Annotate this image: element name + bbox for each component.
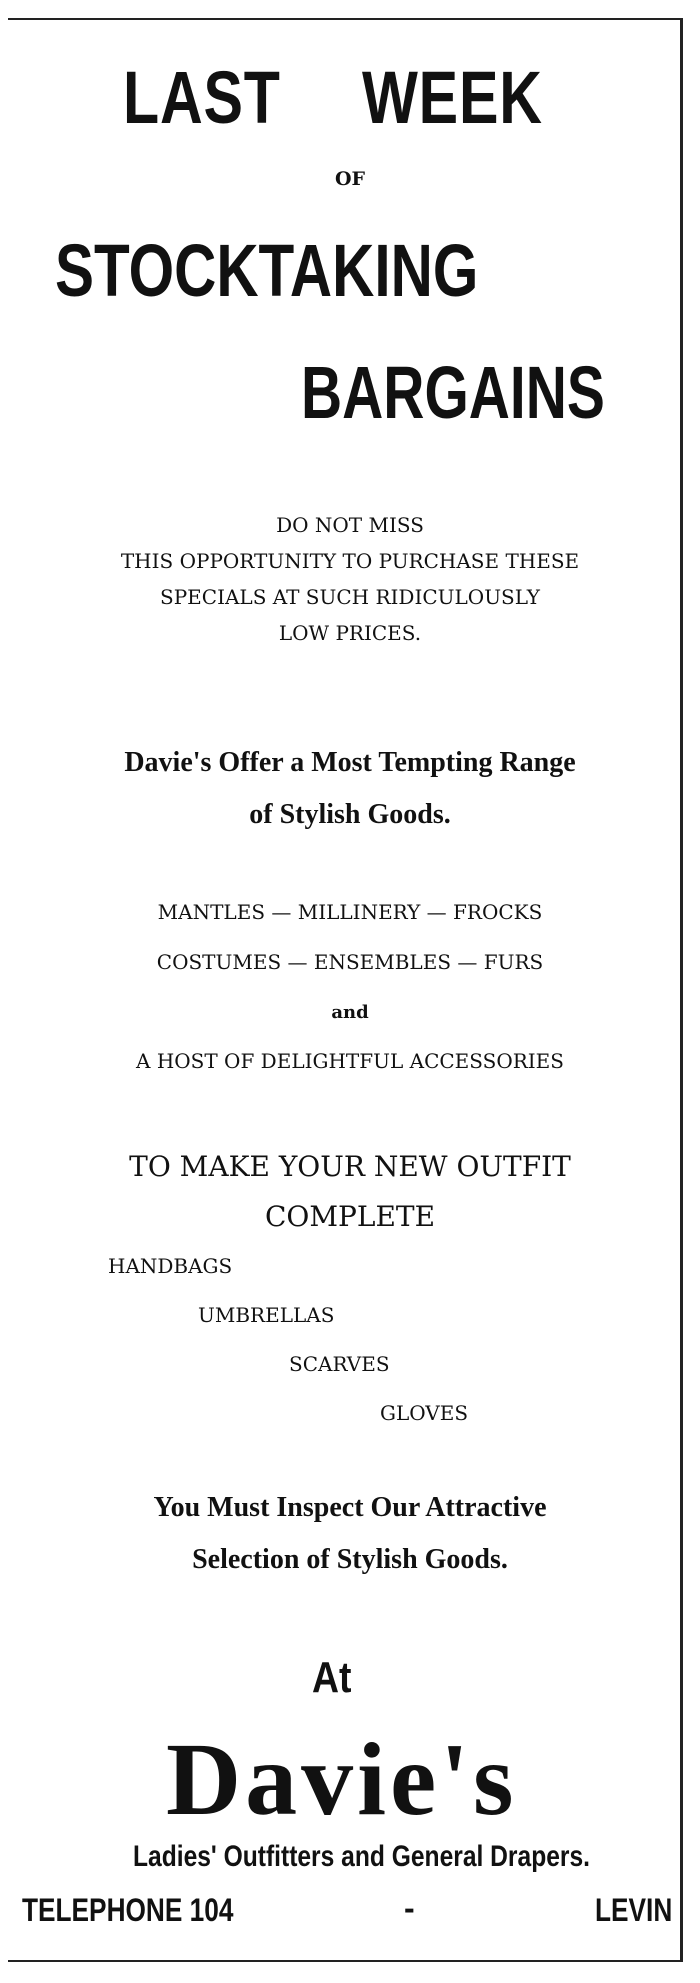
inspect-line-2: Selection of Stylish Goods. [192,1544,508,1575]
goods-line-2: COSTUMES — ENSEMBLES — FURS [156,950,544,974]
outfit-item-handbags: HANDBAGS [108,1254,233,1278]
outfit-line-1: TO MAKE YOUR NEW OUTFIT [129,1150,571,1183]
footer-town: LEVIN [595,1892,673,1928]
footer-telephone: TELEPHONE 104 [22,1892,234,1928]
outfit-item-gloves: GLOVES [380,1401,469,1425]
notice-line-3: SPECIALS AT SUCH RIDICULOUSLY [160,585,540,609]
headline-week: WEEK [362,56,543,139]
brand-name: Davie's [166,1722,518,1837]
offer-line-1: Davie's Offer a Most Tempting Range [124,747,576,778]
goods-line-3: A HOST OF DELIGHTFUL ACCESSORIES [136,1049,564,1073]
headline-last: LAST [123,56,281,139]
outfit-item-scarves: SCARVES [289,1352,390,1376]
footer-at: At [312,1653,352,1702]
outfit-item-umbrellas: UMBRELLAS [198,1303,335,1327]
headline-stocktaking: STOCKTAKING [55,229,479,312]
goods-line-1: MANTLES — MILLINERY — FROCKS [157,900,543,924]
notice-line-4: LOW PRICES. [278,621,422,645]
goods-and: and [331,1002,369,1023]
offer-line-2: of Stylish Goods. [249,799,451,830]
outfit-line-2: COMPLETE [264,1200,436,1233]
headline-bargains: BARGAINS [301,351,605,434]
footer-dash: - [404,1890,415,1926]
headline-of: OF [334,168,366,190]
notice-line-2: THIS OPPORTUNITY TO PURCHASE THESE [120,549,580,573]
brand-tagline: Ladies' Outfitters and General Drapers. [133,1840,590,1873]
inspect-line-1: You Must Inspect Our Attractive [153,1492,547,1523]
notice-line-1: DO NOT MISS [276,513,424,537]
